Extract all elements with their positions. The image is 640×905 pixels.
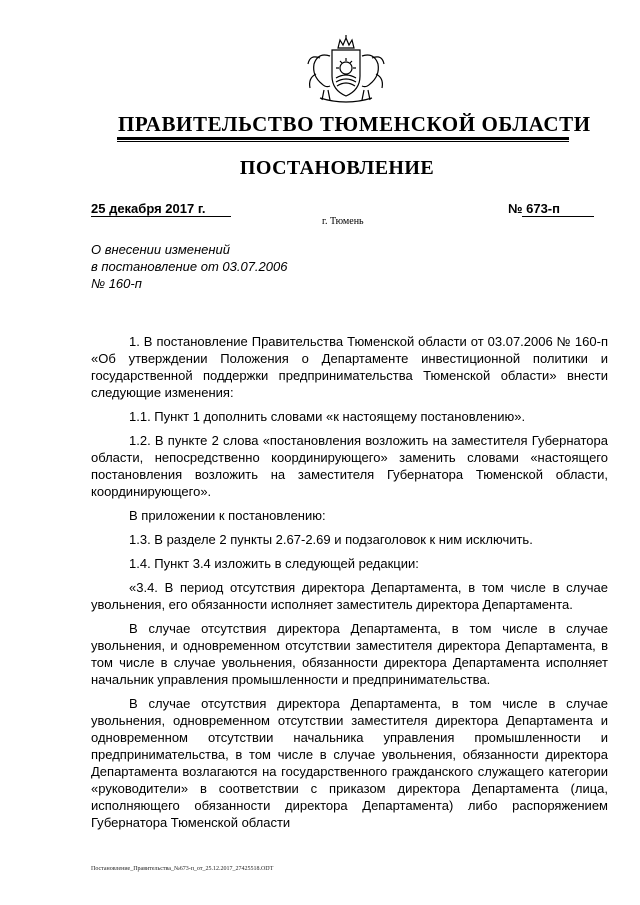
number-underline (522, 216, 594, 217)
footer-file-name: Постановление_Правительства_№673-п_от_25.12.2017_27425518.ODT (91, 866, 274, 872)
body-paragraph: В приложении к постановлению: (129, 508, 326, 523)
document-subject (91, 241, 351, 292)
document-body (91, 333, 608, 838)
title-rule-thin (117, 141, 569, 142)
body-paragraph: 1.4. Пункт 3.4 изложить в следующей редакции: (129, 556, 419, 571)
subject-line: № 160-п (91, 276, 142, 291)
body-paragraph: В случае отсутствия директора Департамента, в том числе в случае увольнения, одновременном отсутствии заместителя директора Департамента и одновременном отсутствии начальника управления промышленности и предпринимательства, в том числе в случае увольнения, обязанности директора Департамента возлагаются на государственного гражданского служащего категории «руководители» в соответствии с приказом директора Департамента (лица, исполняющего обязанности директора Департамента) либо распоряжением Губернатора Тюменской области (91, 696, 608, 830)
organization-title: ПРАВИТЕЛЬСТВО ТЮМЕНСКОЙ ОБЛАСТИ (118, 112, 591, 136)
subject-line: в постановление от 03.07.2006 (91, 259, 288, 274)
body-paragraph: В случае отсутствия директора Департамента, в том числе в случае увольнения, и одновременном отсутствии заместителя директора Департамента, в том числе в случае увольнения, обязанности директора Департамента исполняет начальник управления промышленности и предпринимательства. (91, 621, 608, 687)
date-underline (91, 216, 231, 217)
body-paragraph: 1.2. В пункте 2 слова «постановления возложить на заместителя Губернатора области, непосредственно координирующего» заменить словами «настоящего постановления возложить на заместителя Губернатора Тюменской области, координирующего». (91, 433, 608, 499)
body-paragraph: «3.4. В период отсутствия директора Департамента, в том числе в случае увольнения, его обязанности исполняет заместитель директора Департамента. (91, 580, 608, 612)
coat-of-arms-icon (300, 34, 392, 106)
subject-line: О внесении изменений (91, 242, 230, 257)
city-label: г. Тюмень (322, 216, 364, 227)
title-rule (117, 137, 569, 140)
document-type-heading: ПОСТАНОВЛЕНИЕ (239, 157, 435, 179)
body-paragraph: 1. В постановление Правительства Тюменской области от 03.07.2006 № 160-п «Об утверждении Положения о Департаменте инвестиционной политики и государственной поддержки предпринимательства Тюменской области» внести следующие изменения: (91, 334, 608, 400)
body-paragraph: 1.1. Пункт 1 дополнить словами «к настоящему постановлению». (129, 409, 526, 424)
document-date: 25 декабря 2017 г. (91, 201, 206, 216)
body-paragraph: 1.3. В разделе 2 пункты 2.67-2.69 и подзаголовок к ним исключить. (129, 532, 533, 547)
document-number: № 673-п (508, 201, 560, 216)
